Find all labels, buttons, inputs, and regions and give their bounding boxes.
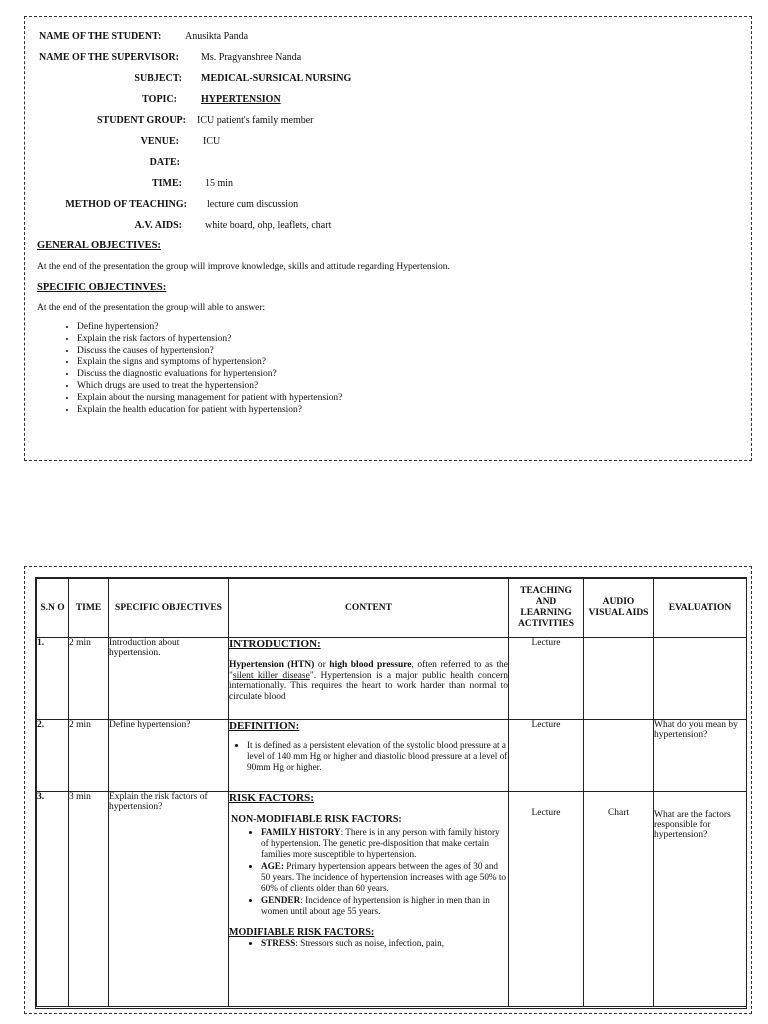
hbp-term: high blood pressure (329, 660, 412, 670)
item-label: FAMILY HISTORY (261, 827, 341, 837)
list-item: • It is defined as a persistent elevation of the systolic blood pressure at a level of 140 mm Hg or higher and diastolic blood pressure at a level of 90mm Hg or higher. (247, 740, 508, 773)
row-teaching-learning: Lecture (509, 638, 584, 720)
supervisor-row (25, 52, 753, 68)
list-item: • Discuss the causes of hypertension? (77, 346, 342, 358)
lesson-plan-page-1 (24, 16, 752, 461)
topic-label: TOPIC: (142, 94, 177, 105)
venue-row (25, 136, 753, 152)
header-sno: S.N O (37, 579, 69, 638)
row-av-aids (584, 720, 654, 792)
introduction-heading: INTRODUCTION: (229, 638, 321, 650)
topic-row (25, 94, 753, 110)
general-objectives-heading: GENERAL OBJECTIVES: (37, 240, 161, 251)
list-item: • Explain the health education for patient with hypertension? (77, 405, 342, 417)
item-label: STRESS (261, 938, 296, 948)
row-content (229, 792, 509, 1007)
table-row (37, 720, 747, 792)
definition-heading: DEFINITION: (229, 720, 300, 732)
student-group-row (25, 115, 753, 131)
item-text: : Incidence of hypertension is higher in men than in women until about age 55 years. (261, 895, 490, 916)
plan-table-frame (35, 577, 747, 1009)
general-objectives-text: At the end of the presentation the group will improve knowledge, skills and attitude regarding Hypertension. (37, 262, 450, 272)
header-objectives: SPECIFIC OBJECTIVES (109, 579, 229, 638)
text-span: , often referred to as the " (229, 660, 508, 681)
list-item (261, 861, 508, 894)
definition-list (229, 740, 508, 773)
item-label: AGE: (261, 861, 284, 871)
row-evaluation (654, 638, 747, 720)
row-time: 2 min (69, 720, 109, 792)
list-item: • Explain about the nursing management for patient with hypertension? (77, 393, 342, 405)
time-row (25, 178, 753, 194)
specific-objectives-heading: SPECIFIC OBJECTINVES: (37, 282, 167, 293)
topic-value: HYPERTENSION (201, 94, 281, 105)
row-evaluation: What do you mean by hypertension? (654, 720, 747, 792)
row-objective: Define hypertension? (109, 720, 229, 792)
header-content: CONTENT (229, 579, 509, 638)
item-text: : There is in any person with family history of hypertension. The genetic pre-disposition that make certain families more susceptible to hypertension. (261, 827, 500, 859)
list-item (261, 895, 508, 917)
list-item: • Which drugs are used to treat the hypertension? (77, 381, 342, 393)
row-content (229, 720, 509, 792)
text-span: or (314, 660, 330, 670)
lesson-plan-page-2 (24, 566, 752, 1014)
row-time: 2 min (69, 638, 109, 720)
av-aids-row (25, 220, 753, 236)
row-objective: Explain the risk factors of hypertension? (109, 792, 229, 1007)
row-sno: 1. (37, 638, 69, 720)
subject-value: MEDICAL-SURSICAL NURSING (201, 73, 352, 84)
date-row (25, 157, 753, 173)
supervisor-label: NAME OF THE SUPERVISOR: (39, 52, 179, 63)
risk-factors-heading: RISK FACTORS: (229, 792, 314, 804)
venue-value: ICU (203, 136, 221, 147)
introduction-text (229, 660, 508, 702)
header-evaluation: EVALUATION (654, 579, 747, 638)
time-value: 15 min (205, 178, 234, 189)
row-evaluation: What are the factors responsible for hypertension? (654, 792, 747, 1007)
list-item: • Explain the risk factors of hypertension? (77, 334, 342, 346)
item-text: Primary hypertension appears between the ages of 30 and 50 years. The incidence of hypertension increases with age 50% to 60% of clients older than 60 years. (261, 861, 507, 893)
header-teaching-learning: TEACHING AND LEARNING ACTIVITIES (509, 579, 584, 638)
modifiable-heading: MODIFIABLE RISK FACTORS: (229, 927, 375, 938)
htn-term: Hypertension (HTN) (229, 660, 315, 670)
venue-label: VENUE: (140, 136, 179, 147)
row-teaching-learning: Lecture (509, 792, 584, 1007)
av-aids-value: white board, ohp, leaflets, chart (205, 220, 332, 231)
row-av-aids: Chart (584, 792, 654, 1007)
table-row (37, 792, 747, 1007)
specific-objectives-intro: At the end of the presentation the group will able to answer: (37, 303, 266, 313)
list-item (261, 827, 508, 860)
item-text: : Stressors such as noise, infection, pain, (295, 938, 444, 948)
student-label: NAME OF THE STUDENT: (39, 31, 162, 42)
list-item (261, 938, 508, 949)
specific-objectives-list (63, 322, 342, 416)
subject-row (25, 73, 753, 89)
text-span: ". Hypertension is a major public health concern internationally. This requires the heart to work harder than normal to circulate blood (229, 670, 508, 702)
row-teaching-learning: Lecture (509, 720, 584, 792)
lesson-plan-table (36, 578, 747, 1007)
method-label: METHOD OF TEACHING: (65, 199, 187, 210)
supervisor-value: Ms. Pragyanshree Nanda (201, 52, 302, 63)
student-group-label: STUDENT GROUP: (97, 115, 186, 126)
table-row (37, 638, 747, 720)
header-av-aids: AUDIO VISUAL AIDS (584, 579, 654, 638)
item-label: GENDER (261, 895, 301, 905)
list-item: • Explain the signs and symptoms of hypertension? (77, 357, 342, 369)
time-label: TIME: (152, 178, 182, 189)
silent-killer-term: silent killer disease (232, 670, 310, 681)
av-aids-label: A.V. AIDS: (134, 220, 182, 231)
list-item: • Define hypertension? (77, 322, 342, 334)
row-objective: Introduction about hypertension. (109, 638, 229, 720)
header-time: TIME (69, 579, 109, 638)
modifiable-list (229, 938, 508, 949)
table-header-row (37, 579, 747, 638)
method-row (25, 199, 753, 215)
student-value: Anusikta Panda (185, 31, 249, 42)
row-sno: 2. (37, 720, 69, 792)
method-value: lecture cum discussion (207, 199, 299, 210)
row-time: 3 min (69, 792, 109, 1007)
student-row (25, 31, 753, 47)
non-modifiable-heading: NON-MODIFIABLE RISK FACTORS: (231, 814, 402, 825)
date-label: DATE: (149, 157, 180, 168)
subject-label: SUBJECT: (134, 73, 182, 84)
list-item: • Discuss the diagnostic evaluations for hypertension? (77, 369, 342, 381)
non-modifiable-list (229, 827, 508, 917)
student-group-value: ICU patient's family member (197, 115, 314, 126)
row-content (229, 638, 509, 720)
row-av-aids (584, 638, 654, 720)
row-sno: 3. (37, 792, 69, 1007)
